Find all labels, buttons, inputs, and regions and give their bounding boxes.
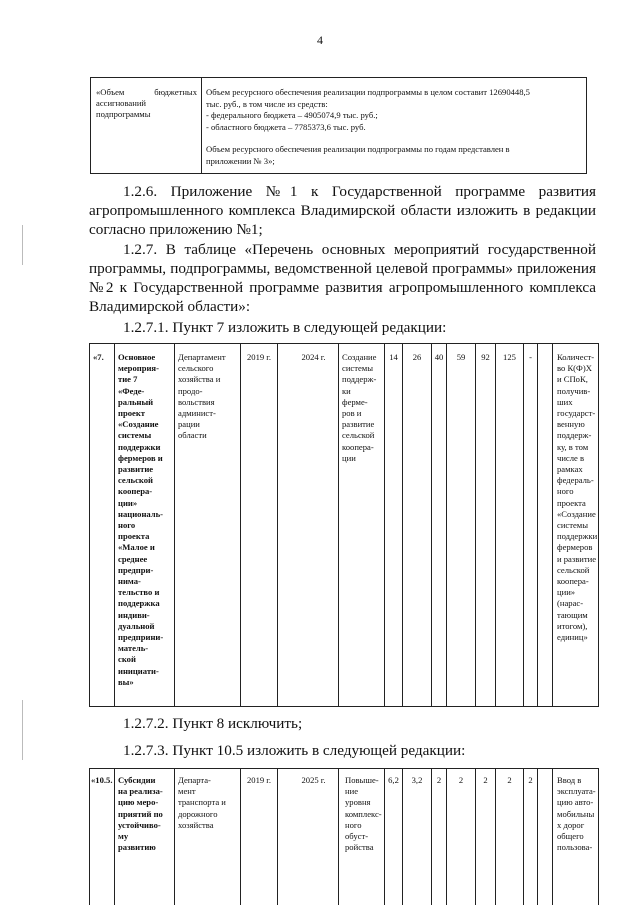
cell-line: «Создание [118, 419, 159, 430]
cell-line: нима- [118, 576, 141, 587]
cell-line: во К(Ф)Х [557, 363, 592, 374]
page-number: 4 [317, 33, 323, 47]
cell-line: х дорог [557, 819, 585, 830]
activity-name-cell [114, 344, 174, 706]
cell-line: системы [118, 430, 152, 441]
cell-line: получив- [557, 385, 591, 396]
cell-line: и развитие [557, 553, 597, 564]
cell-line: националь- [118, 508, 163, 519]
cell-line: коопера- [118, 486, 153, 497]
funding-text-line: - областного бюджета – 7785373,6 тыс. руб. [206, 121, 366, 132]
value-cell: 92 [475, 344, 495, 706]
cell-line: хозяйства и [178, 374, 221, 385]
cell-line: ки [342, 385, 351, 396]
indicator-cell [552, 344, 598, 706]
value-cell: 2 [446, 769, 475, 905]
start-year: 2019 г. [240, 769, 277, 905]
cell-line: рации [178, 419, 200, 430]
cell-line: среднее [118, 553, 148, 564]
cell-line: вы» [118, 676, 134, 687]
value-cell: 14 [384, 344, 402, 706]
cell-line: фермеров [557, 542, 593, 553]
cell-line: предприни- [118, 632, 164, 643]
cell-line: развитие [118, 464, 154, 475]
paragraph-line: 1.2.7. В таблице «Перечень основных мероприятий государственной [123, 241, 596, 258]
funding-label-line: «Объем бюджетных [96, 87, 197, 97]
cell-line: системы [557, 520, 589, 531]
end-year: 2024 г. [277, 344, 338, 706]
cell-line: Ввод в [557, 775, 582, 785]
cell-line: индиви- [118, 609, 150, 620]
cell-line: устойчиво- [118, 819, 161, 830]
cell-line: ральный [118, 396, 154, 407]
cell-line: государст- [557, 408, 596, 419]
cell-line: коопера- [342, 441, 374, 452]
cell-line: Создание [342, 352, 377, 362]
cell-line: вольствия [178, 396, 215, 407]
cell-line: «Феде- [118, 385, 145, 396]
value-cell: 2 [475, 769, 495, 905]
value-cell: 40 [431, 344, 446, 706]
cell-line: сельского [178, 363, 214, 374]
cell-line: ров и [342, 408, 362, 419]
value-cell: 6,2 [384, 769, 402, 905]
table-row-10-5 [89, 768, 599, 905]
cell-line: развитие [342, 419, 375, 430]
cell-line: Департа- [178, 775, 211, 785]
cell-line: уровня [345, 797, 371, 808]
cell-line: ферме- [342, 396, 368, 407]
cell-line: сельской [342, 430, 375, 441]
cell-line: ного [557, 486, 574, 497]
funding-label-line: ассигнований [96, 98, 147, 108]
funding-text-line: приложении № 3»; [206, 155, 275, 166]
cell-line: ройства [345, 842, 374, 853]
cell-line: федераль- [557, 475, 594, 486]
cell-line: фермеров и [118, 452, 163, 463]
cell-line: инициати- [118, 665, 159, 676]
paragraph-1-2-7 [89, 240, 596, 316]
paragraph-line: программы, подпрограммы, ведомственной целевой программы» приложения [89, 260, 596, 277]
cell-line: пользова- [557, 842, 593, 853]
funding-table [90, 77, 587, 174]
value-cell: 26 [402, 344, 431, 706]
cell-line: рамках [557, 464, 583, 475]
paragraph-1-2-7-3: 1.2.7.3. Пункт 10.5 изложить в следующей редакции: [123, 742, 466, 759]
funding-text-line: Объем ресурсного обеспечения реализации подпрограммы в целом составит 12690448,5 [206, 87, 530, 97]
cell-line: дорожного [178, 808, 218, 819]
activity-name-cell [114, 769, 174, 905]
row-number: «10.5. [91, 775, 113, 785]
funding-text-line: тыс. руб., в том числе из средств: [206, 98, 328, 109]
funding-text-line: - федерального бюджета – 4905074,9 тыс. руб.; [206, 110, 378, 120]
funding-label-cell [91, 78, 202, 173]
cell-line: поддержка [118, 598, 160, 609]
cell-line: цию меро- [118, 797, 159, 808]
value-cell: - [523, 344, 537, 706]
cell-line: продо- [178, 385, 203, 396]
cell-line: поддерж- [557, 430, 592, 441]
department-cell [174, 769, 240, 905]
row-number: «7. [93, 352, 104, 362]
cell-line: матель- [118, 643, 149, 654]
cell-line: ции» [118, 497, 138, 508]
cell-line: цию авто- [557, 797, 594, 808]
cell-line: ской [118, 654, 136, 665]
cell-line: развитию [118, 842, 156, 853]
paragraph-1-2-6 [89, 182, 596, 239]
cell-line: (нарас- [557, 598, 584, 609]
table-row-7 [89, 343, 599, 707]
cell-line: «Создание [557, 508, 596, 519]
cell-line: приятий по [118, 808, 163, 819]
value-cell: 3,2 [402, 769, 431, 905]
cell-line: тельство и [118, 587, 160, 598]
cell-line: поддержки [118, 441, 161, 452]
cell-line: общего [557, 831, 584, 842]
funding-text-cell [202, 78, 586, 173]
cell-line: предпри- [118, 564, 154, 575]
cell-line: Количест- [557, 352, 595, 362]
paragraph-line: Владимирской области»: [89, 298, 251, 315]
end-year: 2025 г. [277, 769, 338, 905]
cell-line: Повыше- [345, 775, 379, 785]
cell-line: Субсидии [118, 775, 156, 785]
cell-line: коопера- [557, 576, 589, 587]
paragraph-line: агропромышленного комплекса Владимирской области изложить в редакции [89, 202, 596, 219]
cell-line: на реализа- [118, 786, 163, 797]
value-cell: 2 [431, 769, 446, 905]
cell-line: транспорта и [178, 797, 226, 808]
cell-line: ции» [557, 587, 576, 598]
cell-line: ного [118, 520, 136, 531]
value-cell: 125 [495, 344, 523, 706]
result-cell [338, 344, 384, 706]
indicator-cell [552, 769, 598, 905]
paragraph-1-2-7-2: 1.2.7.2. Пункт 8 исключить; [123, 715, 303, 732]
funding-text-line: Объем ресурсного обеспечения реализации подпрограммы по годам представлен в [206, 144, 510, 154]
cell-line: дуальной [118, 620, 155, 631]
cell-line: «Малое и [118, 542, 155, 553]
cell-line: ших [557, 396, 573, 407]
cell-line: тие 7 [118, 374, 138, 385]
cell-line: комплекс- [345, 808, 382, 819]
cell-line: тающим [557, 609, 588, 620]
paragraph-line: 1.2.6. Приложение №1 к Государственной программе развития [123, 183, 596, 200]
cell-line: проекта [118, 531, 150, 542]
paragraph-line: №2 к Государственной программе развития агропромышленного комплекса [89, 279, 596, 296]
cell-line: поддерж- [342, 374, 377, 385]
empty-cell [537, 769, 552, 905]
cell-line: ного [345, 819, 362, 830]
cell-line: админист- [178, 408, 216, 419]
cell-line: Департамент [178, 352, 226, 362]
department-cell [174, 344, 240, 706]
cell-line: ку, в том [557, 441, 589, 452]
scan-margin-mark [22, 225, 23, 265]
cell-line: сельской [557, 564, 590, 575]
scan-margin-mark [22, 700, 23, 760]
cell-line: проекта [557, 497, 586, 508]
cell-line: сельской [118, 475, 154, 486]
cell-line: Основное [118, 352, 156, 362]
cell-line: мент [178, 786, 196, 797]
start-year: 2019 г. [240, 344, 277, 706]
cell-line: области [178, 430, 207, 441]
cell-line: и СПоК, [557, 374, 588, 385]
result-cell [338, 769, 384, 905]
cell-line: итогом), [557, 620, 588, 631]
cell-line: системы [342, 363, 374, 374]
value-cell: 2 [523, 769, 537, 905]
cell-line: ции [342, 452, 356, 463]
empty-cell [537, 344, 552, 706]
value-cell: 59 [446, 344, 475, 706]
cell-line: поддержки [557, 531, 598, 542]
cell-line: проект [118, 408, 146, 419]
cell-line: ние [345, 786, 359, 797]
paragraph-line: согласно приложению №1; [89, 221, 263, 238]
cell-line: мобильны [557, 808, 595, 819]
funding-label-line: подпрограммы [96, 109, 151, 119]
cell-line: числе в [557, 452, 585, 463]
value-cell: 2 [495, 769, 523, 905]
paragraph-1-2-7-1: 1.2.7.1. Пункт 7 изложить в следующей редакции: [123, 319, 447, 336]
cell-line: хозяйства [178, 819, 214, 830]
cell-line: му [118, 831, 129, 842]
cell-line: эксплуата- [557, 786, 596, 797]
cell-line: мероприя- [118, 363, 159, 374]
cell-line: единиц» [557, 632, 588, 643]
cell-line: обуст- [345, 831, 369, 842]
cell-line: венную [557, 419, 585, 430]
